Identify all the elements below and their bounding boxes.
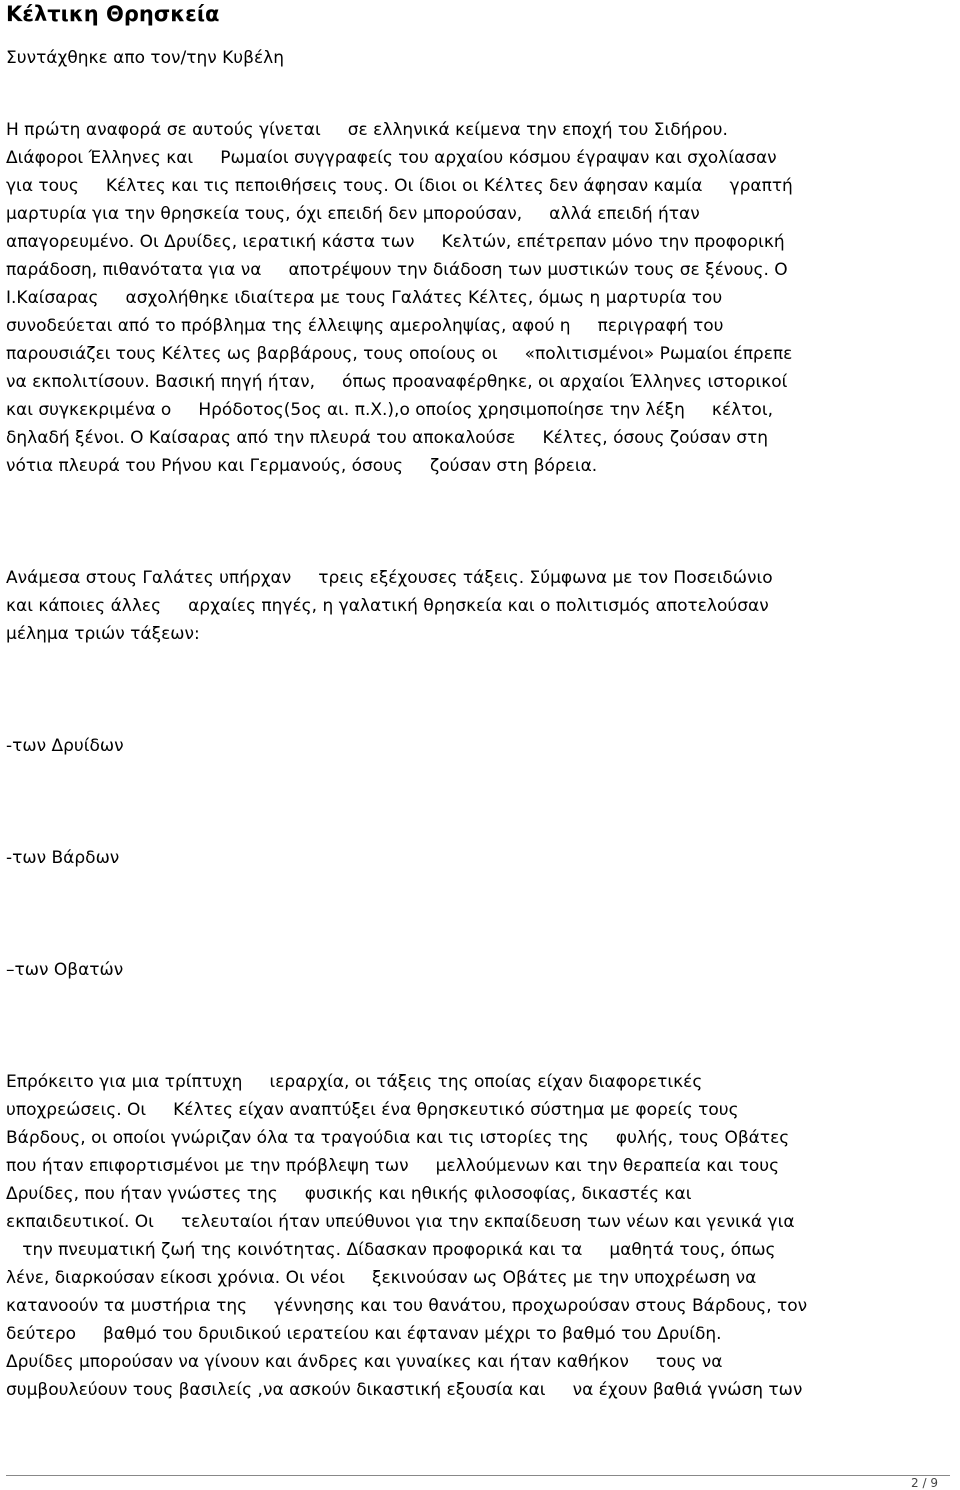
author-line: Συντάχθηκε απο τον/την Κυβέλη [6,48,284,68]
document-title: Κέλτικη Θρησκεία [6,2,220,26]
text-line: για τους Κέλτες και τις πεποιθήσεις τους. Οι ίδιοι οι Κέλτες δεν άφησαν καμία γραπτή [6,176,793,196]
text-line: εκπαιδευτικοί. Οι τελευταίοι ήταν υπεύθυνοι για την εκπαίδευση των νέων και γενικά για [6,1212,795,1232]
text-line: απαγορευμένο. Οι Δρυίδες, ιερατική κάστα των Κελτών, επέτρεπαν μόνο την προφορική [6,232,785,252]
text-line: συμβουλεύουν τους βασιλείς ,να ασκούν δικαστική εξουσία και να έχουν βαθιά γνώση των [6,1380,803,1400]
text-line: παράδοση, πιθανότατα για να αποτρέψουν την διάδοση των μυστικών τους σε ξένους. Ο [6,260,788,280]
list-item-druids: -των Δρυίδων [6,736,124,756]
text-line: Ι.Καίσαρας ασχολήθηκε ιδιαίτερα με τους Γαλάτες Κέλτες, όμως η μαρτυρία του [6,288,723,308]
page-number: 2 / 9 [911,1476,938,1490]
text-line: νότια πλευρά του Ρήνου και Γερμανούς, όσους ζούσαν στη βόρεια. [6,456,598,476]
text-line: και συγκεκριμένα ο Ηρόδοτος(5ος αι. π.Χ.),ο οποίος χρησιμοποίησε την λέξη κέλτοι, [6,400,773,420]
text-line: να εκπολιτίσουν. Βασική πηγή ήταν, όπως προαναφέρθηκε, οι αρχαίοι Έλληνες ιστορικοί [6,372,788,392]
text-line: συνοδεύεται από το πρόβλημα της έλλειψης αμεροληψίας, αφού η περιγραφή του [6,316,724,336]
text-line: μαρτυρία για την θρησκεία τους, όχι επειδή δεν μπορούσαν, αλλά επειδή ήταν [6,204,700,224]
list-item-ovates: –των Οβατών [6,960,124,980]
text-line: κατανοούν τα μυστήρια της γέννησης και του θανάτου, προχωρούσαν στους Βάρδους, τον [6,1296,808,1316]
paragraph-1 [6,116,956,480]
text-line: Δρυίδες, που ήταν γνώστες της φυσικής και ηθικής φιλοσοφίας, δικαστές και [6,1184,692,1204]
text-line: παρουσιάζει τους Κέλτες ως βαρβάρους, τους οποίους οι «πολιτισμένοι» Ρωμαίοι έπρεπε [6,344,793,364]
text-line: μέλημα τριών τάξεων: [6,624,200,644]
text-line: Επρόκειτο για μια τρίπτυχη ιεραρχία, οι τάξεις της οποίας είχαν διαφορετικές [6,1072,703,1092]
text-line: δεύτερο βαθμό του δρυιδικού ιερατείου και έφταναν μέχρι το βαθμό του Δρυίδη. [6,1324,722,1344]
text-line: Διάφοροι Έλληνες και Ρωμαίοι συγγραφείς του αρχαίου κόσμου έγραψαν και σχολίασαν [6,148,777,168]
text-line: και κάποιες άλλες αρχαίες πηγές, η γαλατική θρησκεία και ο πολιτισμός αποτελούσαν [6,596,769,616]
text-line: Δρυίδες μπορούσαν να γίνουν και άνδρες και γυναίκες και ήταν καθήκον τους να [6,1352,723,1372]
footer-divider [6,1475,950,1476]
list-item-bards: -των Βάρδων [6,848,120,868]
text-line: λένε, διαρκούσαν είκοσι χρόνια. Οι νέοι ξεκινούσαν ως Οβάτες με την υποχρέωση να [6,1268,757,1288]
text-line: που ήταν επιφορτισμένοι με την πρόβλεψη των μελλούμενων και την θεραπεία και τους [6,1156,780,1176]
text-line: υποχρεώσεις. Οι Κέλτες είχαν αναπτύξει ένα θρησκευτικό σύστημα με φορείς τους [6,1100,739,1120]
text-line: δηλαδή ξένοι. Ο Καίσαρας από την πλευρά του αποκαλούσε Κέλτες, όσους ζούσαν στη [6,428,769,448]
text-line: Βάρδους, οι οποίοι γνώριζαν όλα τα τραγούδια και τις ιστορίες της φυλής, τους Οβάτες [6,1128,790,1148]
text-line: Η πρώτη αναφορά σε αυτούς γίνεται σε ελληνικά κείμενα την εποχή του Σιδήρου. [6,120,728,140]
paragraph-2 [6,564,956,648]
text-line: Ανάμεσα στους Γαλάτες υπήρχαν τρεις εξέχουσες τάξεις. Σύμφωνα με τον Ποσειδώνιο [6,568,773,588]
text-line: την πνευματική ζωή της κοινότητας. Δίδασκαν προφορικά και τα μαθητά τους, όπως [6,1240,776,1260]
paragraph-3 [6,1068,956,1404]
